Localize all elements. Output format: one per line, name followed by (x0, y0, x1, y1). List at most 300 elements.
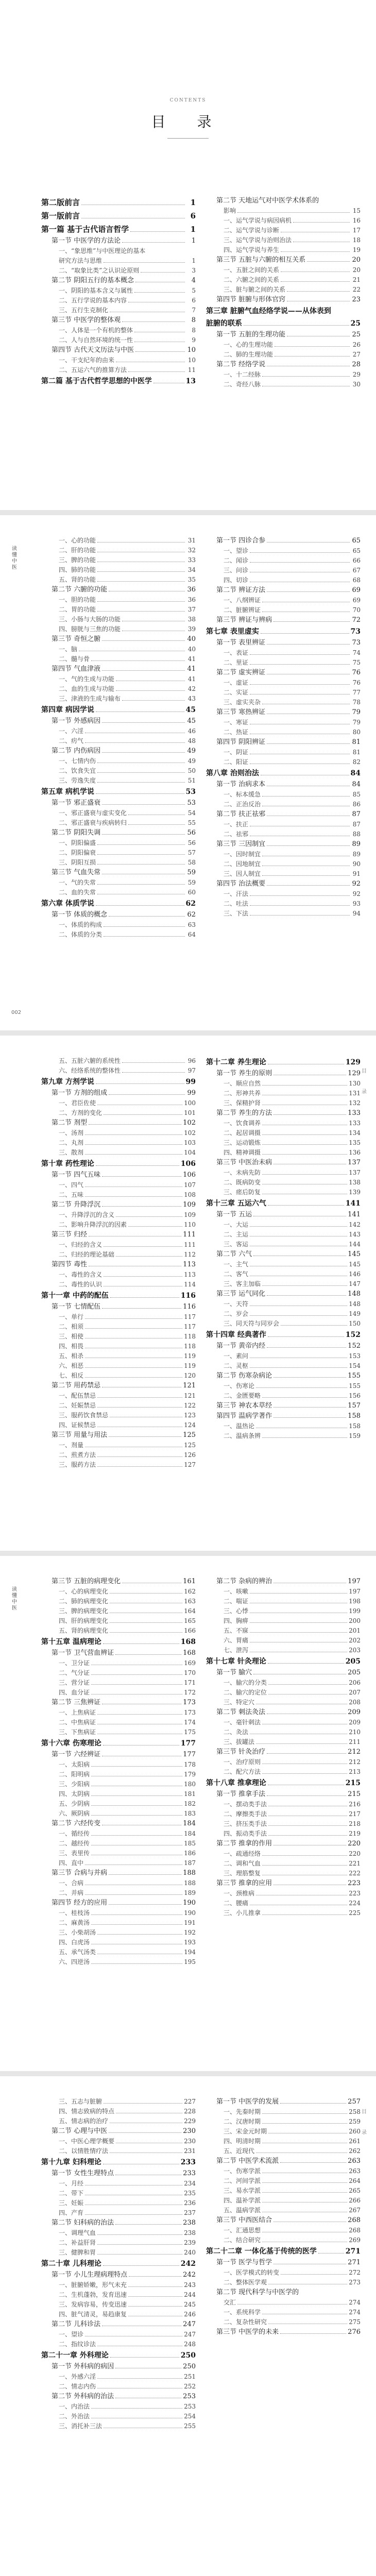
toc-entry[interactable] (41, 1626, 196, 1636)
toc-entry[interactable] (206, 605, 361, 615)
toc-entry[interactable] (206, 2127, 361, 2137)
toc-entry[interactable] (206, 2245, 361, 2258)
toc-entry[interactable] (206, 1636, 361, 1646)
toc-entry[interactable] (41, 1597, 196, 1606)
toc-entry[interactable] (41, 654, 196, 664)
toc-entry[interactable] (206, 2268, 361, 2278)
toc-entry[interactable] (206, 1138, 361, 1148)
toc-entry[interactable] (206, 2308, 361, 2317)
toc-entry[interactable] (206, 2226, 361, 2235)
toc-entry[interactable] (41, 1616, 196, 1626)
toc-entry[interactable] (206, 1188, 361, 1197)
toc-entry[interactable] (41, 704, 196, 716)
toc-entry[interactable] (206, 1737, 361, 1747)
toc-entry[interactable] (206, 1587, 361, 1597)
toc-entry[interactable] (41, 2300, 196, 2310)
toc-entry[interactable] (206, 1168, 361, 1178)
toc-entry[interactable] (206, 1678, 361, 1688)
toc-entry[interactable] (206, 1197, 361, 1210)
toc-entry[interactable] (41, 555, 196, 565)
toc-entry[interactable] (206, 1249, 361, 1260)
toc-entry[interactable] (206, 1777, 361, 1789)
toc-entry[interactable] (206, 350, 361, 360)
toc-entry[interactable] (41, 1420, 196, 1430)
toc-entry[interactable] (206, 1839, 361, 1849)
toc-entry[interactable] (41, 2362, 196, 2372)
toc-entry[interactable] (41, 2310, 196, 2319)
toc-entry[interactable] (41, 1888, 196, 1898)
toc-entry[interactable] (41, 1577, 196, 1587)
toc-entry[interactable] (206, 1655, 361, 1668)
toc-entry[interactable] (206, 879, 361, 889)
toc-entry[interactable] (206, 800, 361, 809)
toc-entry[interactable] (206, 625, 361, 638)
toc-entry[interactable] (41, 1750, 196, 1760)
toc-entry[interactable] (206, 909, 361, 919)
toc-entry[interactable] (206, 1878, 361, 1889)
toc-entry[interactable] (206, 2235, 361, 2245)
toc-entry[interactable] (41, 1727, 196, 1737)
toc-entry[interactable] (206, 295, 361, 305)
toc-entry[interactable] (41, 345, 196, 355)
toc-entry[interactable] (41, 910, 196, 920)
toc-entry[interactable] (41, 858, 196, 868)
toc-entry[interactable] (206, 556, 361, 566)
toc-entry[interactable] (206, 757, 361, 767)
toc-entry[interactable] (41, 575, 196, 585)
toc-entry[interactable] (41, 2280, 196, 2290)
toc-entry[interactable] (206, 1829, 361, 1839)
toc-entry[interactable] (41, 2402, 196, 2412)
toc-entry[interactable] (41, 2319, 196, 2330)
toc-entry[interactable] (41, 1200, 196, 1210)
toc-entry[interactable] (206, 360, 361, 370)
toc-entry[interactable] (206, 820, 361, 829)
toc-entry[interactable] (206, 2156, 361, 2166)
toc-entry[interactable] (206, 1626, 361, 1636)
toc-entry[interactable] (206, 370, 361, 380)
toc-entry[interactable] (41, 808, 196, 818)
toc-entry[interactable] (206, 585, 361, 596)
toc-entry[interactable] (41, 2168, 196, 2179)
toc-entry[interactable] (206, 1289, 361, 1299)
toc-entry[interactable] (206, 2258, 361, 2268)
toc-entry[interactable] (41, 1240, 196, 1250)
toc-entry[interactable] (41, 786, 196, 798)
toc-entry[interactable] (41, 1371, 196, 1381)
toc-entry[interactable] (41, 246, 196, 256)
toc-entry[interactable] (206, 1079, 361, 1089)
toc-entry[interactable] (41, 1332, 196, 1342)
toc-entry[interactable] (206, 1260, 361, 1269)
toc-entry[interactable] (206, 255, 361, 265)
toc-entry[interactable] (206, 1279, 361, 1289)
toc-entry[interactable] (41, 1108, 196, 1118)
toc-entry[interactable] (206, 380, 361, 389)
toc-entry[interactable] (41, 2156, 196, 2168)
toc-entry[interactable] (206, 1757, 361, 1767)
toc-entry[interactable] (41, 1928, 196, 1938)
toc-entry[interactable] (41, 256, 196, 266)
toc-entry[interactable] (206, 1809, 361, 1819)
toc-entry[interactable] (41, 1210, 196, 1220)
toc-entry[interactable] (41, 1868, 196, 1878)
toc-entry[interactable] (41, 1688, 196, 1698)
toc-entry[interactable] (206, 206, 361, 216)
toc-entry[interactable] (206, 889, 361, 899)
toc-entry[interactable] (206, 1908, 361, 1918)
toc-entry[interactable] (41, 565, 196, 575)
toc-entry[interactable] (206, 1688, 361, 1698)
toc-entry[interactable] (41, 1829, 196, 1839)
toc-entry[interactable] (206, 1240, 361, 1249)
toc-entry[interactable] (206, 235, 361, 245)
toc-entry[interactable] (41, 585, 196, 595)
toc-entry[interactable] (206, 216, 361, 226)
toc-entry[interactable] (206, 1210, 361, 1220)
toc-entry[interactable] (206, 1118, 361, 1128)
toc-entry[interactable] (206, 2097, 361, 2107)
toc-entry[interactable] (41, 1280, 196, 1290)
toc-entry[interactable] (41, 1158, 196, 1170)
toc-entry[interactable] (206, 1299, 361, 1309)
toc-entry[interactable] (41, 2238, 196, 2248)
toc-entry[interactable] (206, 850, 361, 859)
toc-entry[interactable] (41, 2248, 196, 2258)
toc-entry[interactable] (41, 878, 196, 888)
toc-entry[interactable] (41, 615, 196, 624)
toc-entry[interactable] (206, 779, 361, 790)
toc-entry[interactable] (41, 1118, 196, 1128)
toc-entry[interactable] (206, 1789, 361, 1800)
toc-entry[interactable] (41, 624, 196, 634)
toc-entry[interactable] (206, 648, 361, 658)
toc-entry[interactable] (206, 2137, 361, 2146)
toc-entry[interactable] (206, 1319, 361, 1329)
toc-entry[interactable] (41, 2198, 196, 2208)
toc-entry[interactable] (41, 1351, 196, 1361)
toc-entry[interactable] (41, 1391, 196, 1401)
toc-entry[interactable] (41, 1088, 196, 1098)
toc-entry[interactable] (41, 897, 196, 910)
toc-entry[interactable] (41, 236, 196, 246)
toc-entry[interactable] (41, 296, 196, 306)
toc-entry[interactable] (41, 756, 196, 766)
toc-entry[interactable] (41, 209, 196, 223)
toc-entry[interactable] (41, 868, 196, 878)
toc-entry[interactable] (41, 1322, 196, 1332)
toc-entry[interactable] (41, 1878, 196, 1888)
toc-entry[interactable] (41, 1056, 196, 1066)
toc-entry[interactable] (41, 1799, 196, 1809)
toc-entry[interactable] (41, 315, 196, 326)
toc-entry[interactable] (206, 615, 361, 625)
toc-entry[interactable] (41, 1606, 196, 1616)
toc-entry[interactable] (206, 1616, 361, 1626)
toc-entry[interactable] (206, 1597, 361, 1606)
toc-entry[interactable] (41, 223, 196, 236)
toc-entry[interactable] (41, 1270, 196, 1280)
toc-entry[interactable] (206, 1329, 361, 1341)
toc-entry[interactable] (41, 1401, 196, 1411)
toc-entry[interactable] (41, 930, 196, 940)
toc-entry[interactable] (41, 2116, 196, 2126)
toc-entry[interactable] (206, 1577, 361, 1587)
toc-entry[interactable] (206, 790, 361, 800)
toc-entry[interactable] (41, 684, 196, 694)
toc-entry[interactable] (41, 1789, 196, 1799)
toc-entry[interactable] (41, 2137, 196, 2146)
toc-entry[interactable] (41, 1809, 196, 1819)
toc-entry[interactable] (41, 1947, 196, 1957)
toc-entry[interactable] (41, 1678, 196, 1688)
toc-entry[interactable] (41, 726, 196, 736)
toc-entry[interactable] (206, 1767, 361, 1777)
toc-entry[interactable] (206, 1606, 361, 1616)
toc-entry[interactable] (206, 1351, 361, 1361)
toc-entry[interactable] (41, 645, 196, 654)
toc-entry[interactable] (206, 1148, 361, 1158)
toc-entry[interactable] (206, 566, 361, 575)
toc-entry[interactable] (41, 664, 196, 674)
toc-entry[interactable] (41, 1918, 196, 1928)
toc-entry[interactable] (41, 536, 196, 546)
toc-entry[interactable] (206, 1361, 361, 1371)
toc-entry[interactable] (41, 1440, 196, 1450)
toc-entry[interactable] (41, 1230, 196, 1240)
toc-entry[interactable] (206, 829, 361, 839)
toc-entry[interactable] (41, 818, 196, 828)
toc-entry[interactable] (206, 330, 361, 340)
toc-entry[interactable] (41, 2412, 196, 2421)
toc-entry[interactable] (206, 2117, 361, 2127)
toc-entry[interactable] (206, 1056, 361, 1069)
toc-entry[interactable] (41, 1858, 196, 1868)
toc-entry[interactable] (41, 1302, 196, 1312)
toc-entry[interactable] (206, 1411, 361, 1421)
toc-entry[interactable] (206, 1800, 361, 1809)
toc-entry[interactable] (41, 1190, 196, 1200)
toc-entry[interactable] (41, 2349, 196, 2362)
toc-entry[interactable] (41, 2179, 196, 2189)
toc-entry[interactable] (41, 2258, 196, 2270)
toc-entry[interactable] (206, 727, 361, 737)
toc-entry[interactable] (206, 546, 361, 556)
toc-entry[interactable] (206, 226, 361, 235)
toc-entry[interactable] (206, 2206, 361, 2215)
toc-entry[interactable] (206, 1230, 361, 1240)
toc-entry[interactable] (41, 355, 196, 365)
toc-entry[interactable] (206, 2196, 361, 2206)
toc-entry[interactable] (41, 848, 196, 858)
toc-entry[interactable] (206, 658, 361, 668)
toc-entry[interactable] (41, 286, 196, 296)
toc-entry[interactable] (41, 2421, 196, 2431)
toc-entry[interactable] (41, 1718, 196, 1727)
toc-entry[interactable] (41, 1668, 196, 1678)
toc-entry[interactable] (206, 1158, 361, 1168)
toc-entry[interactable] (206, 2317, 361, 2327)
toc-entry[interactable] (206, 1391, 361, 1401)
toc-entry[interactable] (206, 1718, 361, 1727)
toc-entry[interactable] (41, 306, 196, 315)
toc-entry[interactable] (41, 1698, 196, 1708)
toc-entry[interactable] (206, 1128, 361, 1138)
toc-entry[interactable] (41, 1250, 196, 1260)
toc-entry[interactable] (41, 1260, 196, 1270)
toc-entry[interactable] (206, 317, 361, 330)
toc-entry[interactable] (41, 2290, 196, 2300)
toc-entry[interactable] (41, 1342, 196, 1351)
toc-entry[interactable] (206, 707, 361, 718)
toc-entry[interactable] (206, 1069, 361, 1079)
toc-entry[interactable] (206, 1859, 361, 1869)
toc-entry[interactable] (41, 828, 196, 838)
toc-entry[interactable] (41, 605, 196, 615)
toc-entry[interactable] (41, 694, 196, 704)
toc-entry[interactable] (41, 1220, 196, 1230)
toc-entry[interactable] (41, 1938, 196, 1947)
toc-entry[interactable] (206, 1646, 361, 1655)
toc-entry[interactable] (41, 1737, 196, 1750)
toc-entry[interactable] (206, 737, 361, 748)
toc-entry[interactable] (206, 2215, 361, 2226)
toc-entry[interactable] (206, 1849, 361, 1859)
toc-entry[interactable] (41, 1076, 196, 1088)
toc-entry[interactable] (206, 859, 361, 869)
toc-entry[interactable] (206, 2298, 361, 2308)
toc-entry[interactable] (41, 736, 196, 746)
toc-entry[interactable] (41, 1312, 196, 1322)
toc-entry[interactable] (206, 245, 361, 255)
toc-entry[interactable] (206, 2327, 361, 2337)
toc-entry[interactable] (41, 2372, 196, 2382)
toc-entry[interactable] (41, 2218, 196, 2228)
toc-entry[interactable] (206, 1431, 361, 1441)
toc-entry[interactable] (206, 809, 361, 820)
toc-entry[interactable] (206, 265, 361, 275)
toc-entry[interactable] (41, 335, 196, 345)
toc-entry[interactable] (206, 899, 361, 909)
toc-entry[interactable] (206, 1089, 361, 1098)
toc-entry[interactable] (41, 838, 196, 848)
toc-entry[interactable] (206, 1098, 361, 1108)
toc-entry[interactable] (206, 1889, 361, 1899)
toc-entry[interactable] (41, 1648, 196, 1658)
toc-entry[interactable] (41, 1898, 196, 1908)
toc-entry[interactable] (206, 1220, 361, 1230)
toc-entry[interactable] (41, 1760, 196, 1770)
toc-entry[interactable] (206, 1899, 361, 1908)
toc-entry[interactable] (206, 1108, 361, 1118)
toc-entry[interactable] (206, 2146, 361, 2156)
toc-entry[interactable] (41, 766, 196, 776)
toc-entry[interactable] (206, 196, 361, 206)
toc-entry[interactable] (41, 546, 196, 555)
toc-entry[interactable] (41, 595, 196, 605)
toc-entry[interactable] (41, 276, 196, 286)
toc-entry[interactable] (206, 1668, 361, 1678)
toc-entry[interactable] (41, 2330, 196, 2340)
toc-entry[interactable] (41, 1170, 196, 1180)
toc-entry[interactable] (41, 2392, 196, 2402)
toc-entry[interactable] (206, 698, 361, 707)
toc-entry[interactable] (206, 275, 361, 285)
toc-entry[interactable] (41, 326, 196, 335)
toc-entry[interactable] (41, 375, 196, 387)
toc-entry[interactable] (41, 266, 196, 276)
toc-entry[interactable] (206, 1698, 361, 1707)
toc-entry[interactable] (206, 1381, 361, 1391)
toc-entry[interactable] (206, 596, 361, 605)
toc-entry[interactable] (206, 2278, 361, 2287)
toc-entry[interactable] (41, 1411, 196, 1420)
toc-entry[interactable] (206, 2287, 361, 2298)
toc-entry[interactable] (41, 1839, 196, 1849)
toc-entry[interactable] (206, 2166, 361, 2176)
toc-entry[interactable] (41, 2382, 196, 2392)
toc-entry[interactable] (41, 1381, 196, 1391)
toc-entry[interactable] (41, 1128, 196, 1138)
toc-entry[interactable] (41, 1148, 196, 1158)
toc-entry[interactable] (41, 674, 196, 684)
toc-entry[interactable] (206, 869, 361, 879)
toc-entry[interactable] (41, 1587, 196, 1597)
toc-entry[interactable] (206, 668, 361, 678)
toc-entry[interactable] (41, 1290, 196, 1302)
toc-entry[interactable] (41, 1957, 196, 1967)
toc-entry[interactable] (206, 1727, 361, 1737)
toc-entry[interactable] (41, 634, 196, 645)
toc-entry[interactable] (206, 688, 361, 698)
toc-entry[interactable] (206, 340, 361, 350)
toc-entry[interactable] (41, 1819, 196, 1829)
toc-entry[interactable] (41, 2208, 196, 2218)
toc-entry[interactable] (41, 776, 196, 786)
toc-entry[interactable] (206, 638, 361, 648)
toc-entry[interactable] (41, 1098, 196, 1108)
toc-entry[interactable] (206, 1869, 361, 1878)
toc-entry[interactable] (41, 1658, 196, 1668)
toc-entry[interactable] (41, 2107, 196, 2116)
toc-entry[interactable] (41, 1066, 196, 1076)
toc-entry[interactable] (41, 798, 196, 808)
toc-entry[interactable] (206, 1707, 361, 1718)
toc-entry[interactable] (41, 2340, 196, 2349)
toc-entry[interactable] (206, 1747, 361, 1757)
toc-entry[interactable] (206, 1819, 361, 1829)
toc-entry[interactable] (206, 1421, 361, 1431)
toc-entry[interactable] (206, 2186, 361, 2196)
toc-entry[interactable] (206, 678, 361, 688)
toc-entry[interactable] (41, 1908, 196, 1918)
toc-entry[interactable] (41, 888, 196, 897)
toc-entry[interactable] (206, 1178, 361, 1188)
toc-entry[interactable] (41, 1138, 196, 1148)
toc-entry[interactable] (41, 1361, 196, 1371)
toc-entry[interactable] (41, 1849, 196, 1858)
toc-entry[interactable] (206, 718, 361, 727)
toc-entry[interactable] (41, 1770, 196, 1780)
toc-entry[interactable] (206, 1401, 361, 1411)
toc-entry[interactable] (206, 2176, 361, 2186)
toc-entry[interactable] (41, 746, 196, 756)
toc-entry[interactable] (41, 2126, 196, 2137)
toc-entry[interactable] (41, 1708, 196, 1718)
toc-entry[interactable] (206, 1309, 361, 1319)
toc-entry[interactable] (206, 536, 361, 546)
toc-entry[interactable] (41, 2097, 196, 2107)
